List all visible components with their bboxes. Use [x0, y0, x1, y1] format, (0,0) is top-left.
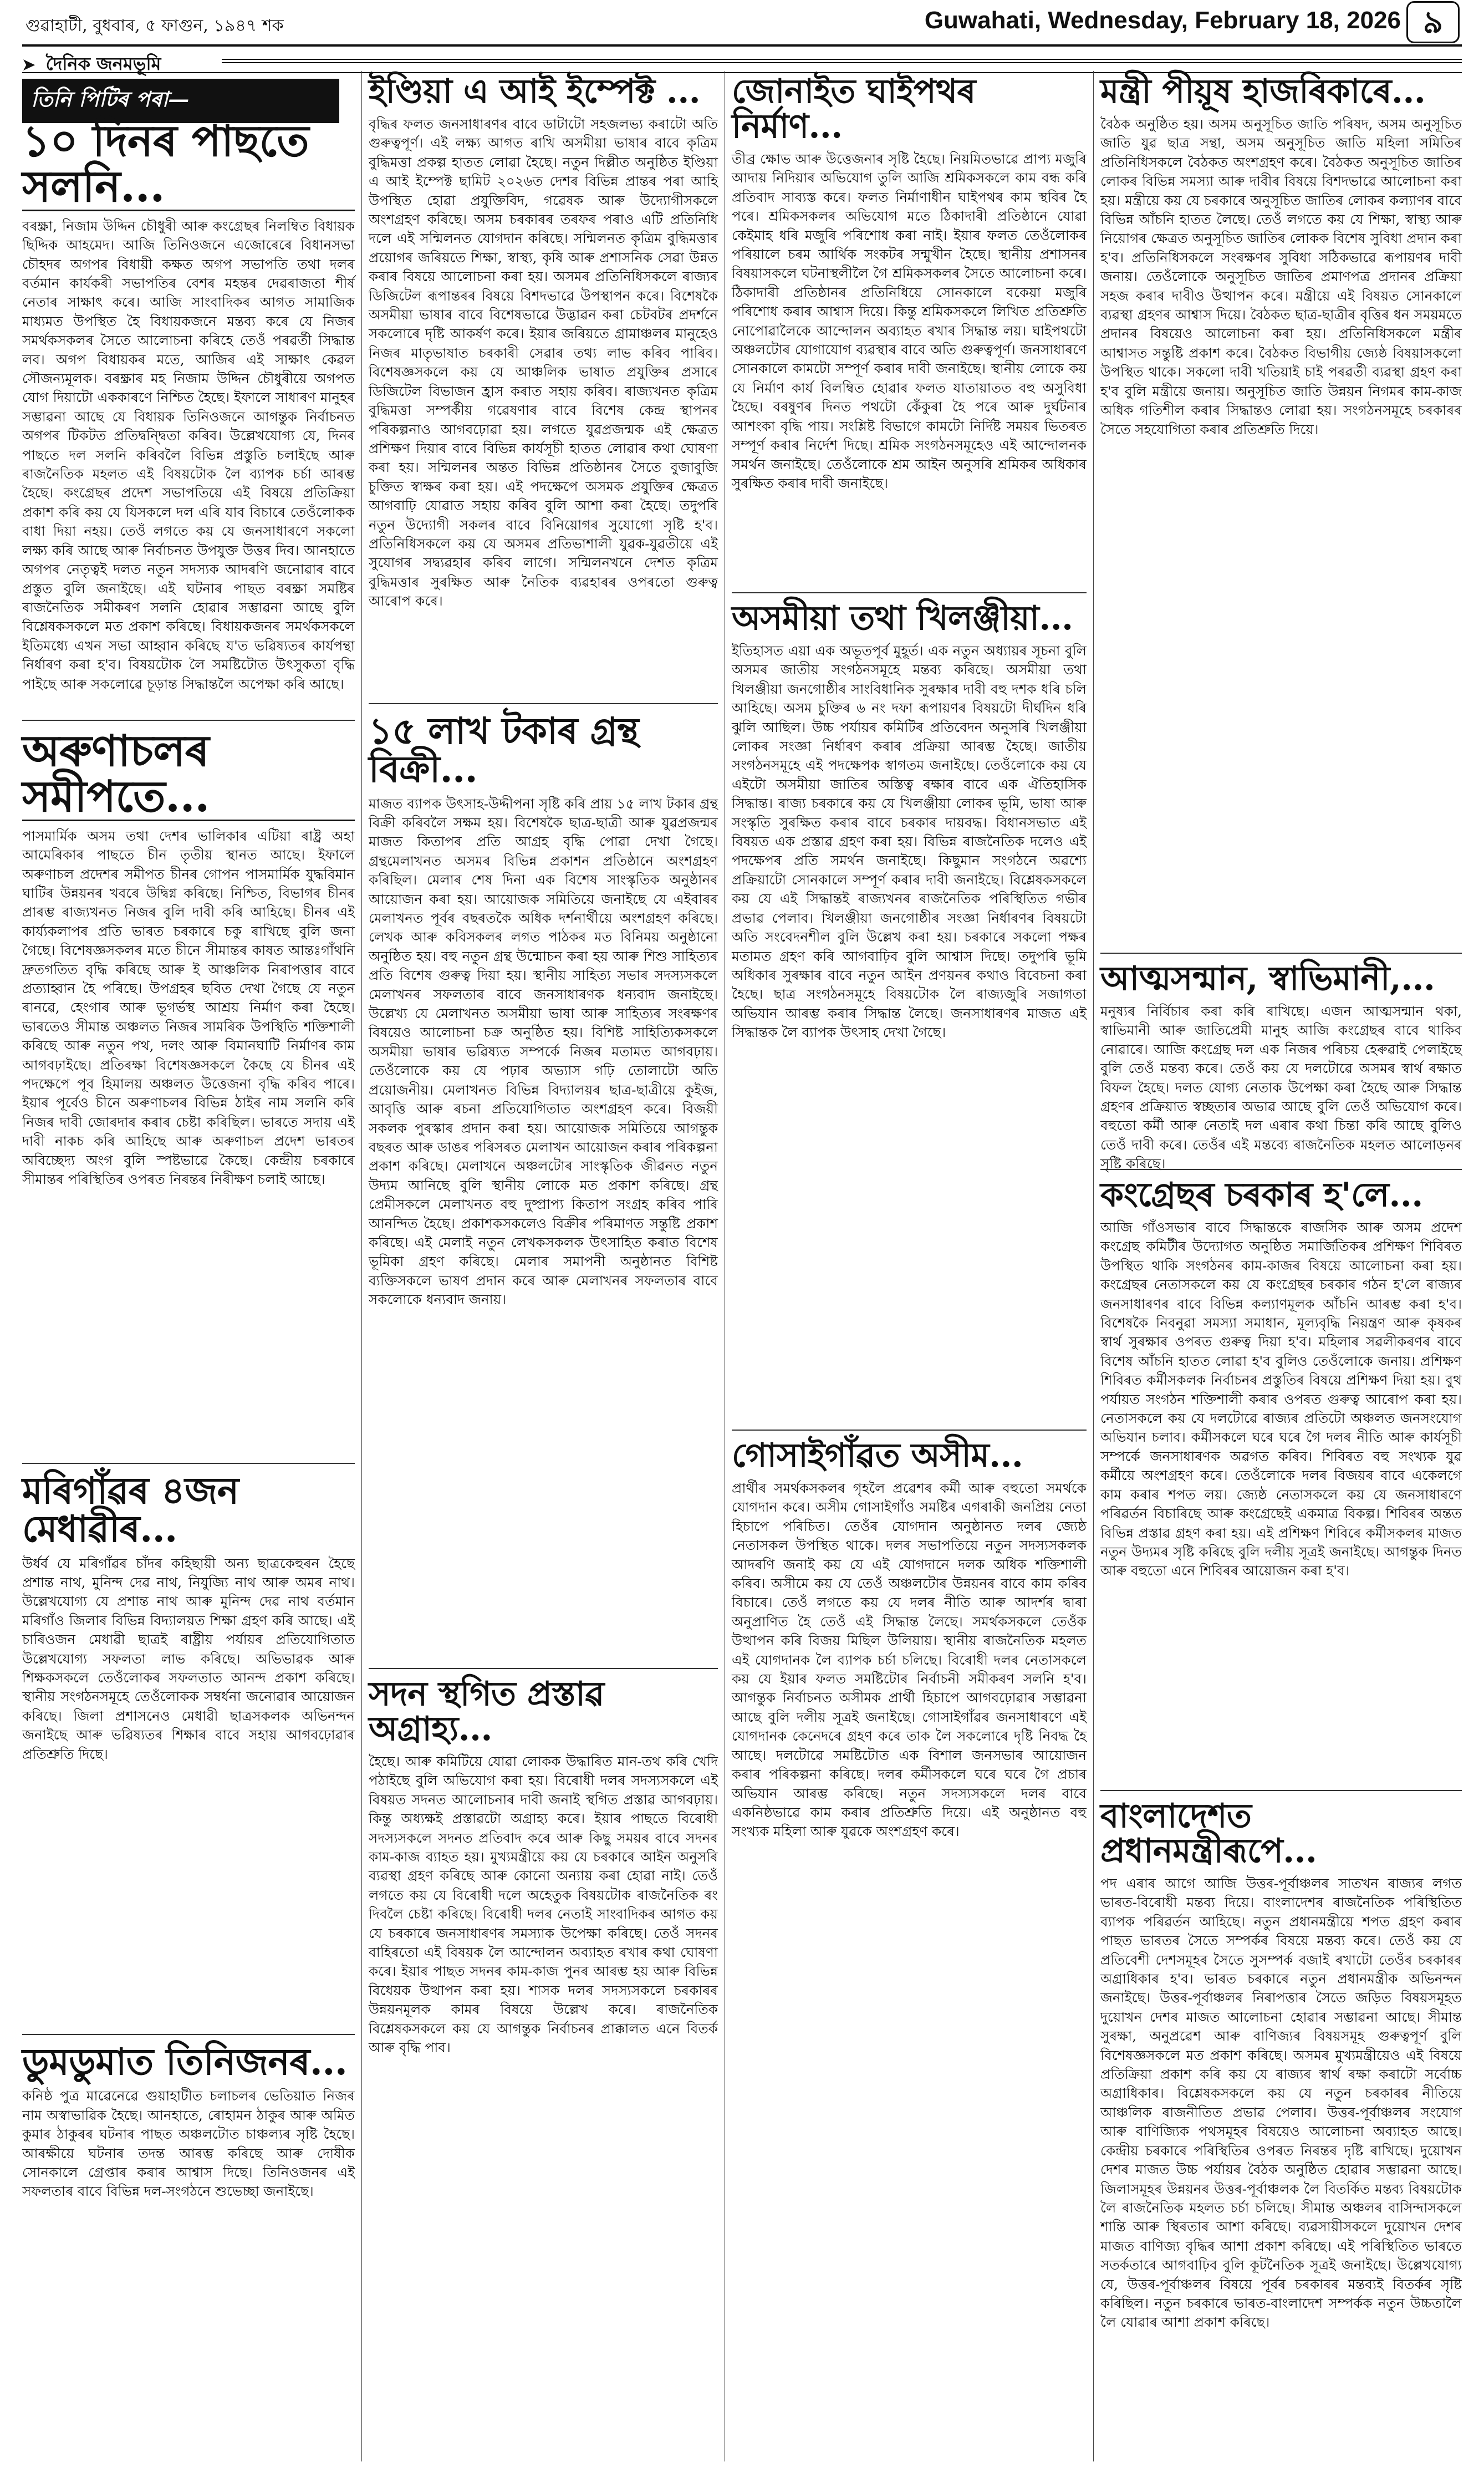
- page-number: ৯: [1406, 1, 1460, 43]
- headline: গোসাইগাঁৱত অসীম...: [732, 1436, 1023, 1475]
- story-body: ইতিহাসত এয়া এক অভূতপূৰ্ব মুহূৰ্ত। এক নতুন অধ্যায়ৰ সূচনা বুলি অসমৰ জাতীয় সংগঠনসমূহে মন্তব্য কৰিছে। অসমীয়া তথা খিলঞ্জীয়া জনগোষ্ঠীৰ সাংবিধানিক সুৰক্ষাৰ দাবী বহু দশক ধৰি চলি আহিছে। অসম চুক্তিৰ ৬ নং দফা ৰূপায়ণৰ বিষয়টো দীৰ্ঘদিন ধৰি ঝুলি আছিল। উচ্চ পৰ্যায়ৰ কমিটিৰ প্ৰতিবেদন অনুসৰি খিলঞ্জীয়া লোকৰ সংজ্ঞা নিৰ্ধাৰণ কৰাৰ প্ৰক্ৰিয়া আৰম্ভ হৈছে। জাতীয় সংগঠনসমূহে এই পদক্ষেপক স্বাগতম জনাইছে। তেওঁলোকে কয় যে এইটো অসমীয়া জাতিৰ অস্তিত্ব ৰক্ষাৰ বাবে এক ঐতিহাসিক সিদ্ধান্ত। ৰাজ্য চৰকাৰে কয় যে খিলঞ্জীয়া লোকৰ ভূমি, ভাষা আৰু সংস্কৃতি সুৰক্ষিত কৰাৰ বাবে চৰকাৰ দায়বদ্ধ। বিধানসভাত এই বিষয়ত এক প্ৰস্তাৱ গ্ৰহণ কৰা হয়। বিভিন্ন ৰাজনৈতিক দলেও এই পদক্ষেপৰ প্ৰতি সমৰ্থন জনাইছে। কিছুমান সংগঠনে অৱশ্যে প্ৰক্ৰিয়াটো সোনকালে সম্পূৰ্ণ কৰাৰ দাবী জনাইছে। বিশ্লেষকসকলে কয় যে এই সিদ্ধান্তই ৰাজ্যখনৰ ৰাজনৈতিক পৰিস্থিতিত গভীৰ প্ৰভাৱ পেলাব। খিলঞ্জীয়া জনগোষ্ঠীৰ সংজ্ঞা নিৰ্ধাৰণৰ বিষয়টো অতি সংবেদনশীল বুলি উল্লেখ কৰা হয়। চৰকাৰে সকলো পক্ষৰ মতামত গ্ৰহণ কৰি আগবাঢ়িব বুলি আশ্বাস দিছে। তদুপৰি ভূমি অধিকাৰ সুৰক্ষাৰ বাবে নতুন আইন প্ৰণয়নৰ কথাও বিবেচনা কৰা হৈছে। ছাত্ৰ সংগঠনসমূহে বিষয়টোক লৈ ৰাজ্যজুৰি সজাগতা অভিযান আৰম্ভ কৰাৰ সিদ্ধান্ত লৈছে। জনসাধাৰণৰ মাজত এই সিদ্ধান্তক লৈ ব্যাপক উৎসাহ দেখা গৈছে।: [732, 643, 1087, 1041]
- story-divider: [22, 2034, 355, 2035]
- columns: [22, 71, 1462, 2461]
- story-body: মনুষ্যৰ নিৰ্বিচাৰ কৰা কৰি ৰাখিছে। এজন আত্মসন্মান থকা, স্বাভিমানী আৰু জাতিপ্ৰেমী মানুহ আজি কংগ্ৰেছৰ বাবে থাকিব নোৱাৰে। আজি কংগ্ৰেছ দল এক নিজৰ পৰিচয় হেৰুৱাই পেলাইছে বুলি তেওঁ মন্তব্য কৰে। তেওঁ কয় যে দলটোৱে অসমৰ স্বাৰ্থ ৰক্ষাত বিফল হৈছে। দলত যোগ্য নেতাক উপেক্ষা কৰা হৈছে আৰু সিদ্ধান্ত গ্ৰহণৰ প্ৰক্ৰিয়াত স্বচ্ছতাৰ অভাৱ আছে বুলি তেওঁ অভিযোগ কৰে। বহুতো কৰ্মী আৰু নেতাই দল এৰাৰ কথা চিন্তা কৰি আছে বুলিও তেওঁ দাবী কৰে। তেওঁৰ এই মন্তব্যে ৰাজনৈতিক মহলত আলোড়নৰ সৃষ্টি কৰিছে।: [1100, 1003, 1462, 1172]
- story-body: বৰক্ষ্ৰা, নিজাম উদ্দিন চৌধুৰী আৰু কংগ্ৰেছৰ নিলম্বিত বিধায়ক ছিদ্দিক আহমেদ। আজি তিনিওজনে এজোৰেৰে বিধানসভা চৌহদৰ অগপৰ বিধায়ী কক্ষত অগপ সভাপতি তথা দলৰ বৰ্তমান কাৰ্যকৰী সভাপতিৰ বেশৰ মহন্তৰ দেৱৰাজতা শীৰ্ষ নেতাৰ সাক্ষাৎ কৰে। আজি সাংবাদিকৰ আগত সামাজিক মাধ্যমত উপস্থিত হৈ বিধায়কজনে মন্তব্য কৰে যে নিজৰ সমৰ্থকসকলৰ সৈতে আলোচনা কৰিহে তেওঁ পৰৱৰ্তী সিদ্ধান্ত লব। অগপ বিধায়কৰ মতে, আজিৰ এই সাক্ষাৎ কেৱল সৌজন্যমূলক। বৰক্ষ্ৰাৰ মহ নিজাম উদ্দিন চৌধুৰীয়ে অগপত যোগ দিয়াটো এককাৰণে নিশ্চিত হৈছে। ইফালে সাধাৰণ মানুহৰ সম্ভাৱনা আছে যে বিধায়ক তিনিওজনে আগন্তুক নিৰ্বাচনত অগপৰ টিকটত প্ৰতিদ্বন্দ্বিতা কৰিব। উল্লেখযোগ্য যে, দিনৰ পাছতে দল সলনি কৰিবলৈ বিভিন্ন প্ৰস্তুতি চলাইছে আৰু ৰাজনৈতিক মহলত এই বিষয়টোক লৈ ব্যাপক চৰ্চা আৰম্ভ হৈছে। কংগ্ৰেছৰ প্ৰদেশ সভাপতিয়ে এই বিষয়ে প্ৰতিক্ৰিয়া প্ৰকাশ কৰি কয় যে যিসকলে দল এৰি যাব বিচাৰে তেওঁলোকক বাধা দিয়া নহয়। তেওঁ লগতে কয় যে জনসাধাৰণে সকলো লক্ষ্য কৰি আছে আৰু নিৰ্বাচনত উপযুক্ত উত্তৰ দিব। আনহাতে অগপৰ নেতৃত্বই দলত নতুন সদস্যক আদৰণি জনোৱাৰ বাবে প্ৰস্তুত বুলি জনাইছে। এই ঘটনাৰ পাছত বৰক্ষ্ৰা সমষ্টিৰ ৰাজনৈতিক সমীকৰণ সলনি হোৱাৰ সম্ভাৱনা আছে বুলি বিশ্লেষকসকলে মত প্ৰকাশ কৰিছে। বিধায়কজনৰ সমৰ্থকসকলে ইতিমধ্যে এখন সভা আহ্বান কৰিছে য'ত ভৱিষ্যতৰ কাৰ্যপন্থা নিৰ্ধাৰণ কৰা হ'ব। বিষয়টোক লৈ সমষ্টিটোত উৎসুকতা বৃদ্ধি পাইছে আৰু সকলোৱে চূড়ান্ত সিদ্ধান্তলৈ অপেক্ষা কৰি আছে।: [22, 217, 355, 692]
- headline: জোনাইত ঘাইপথৰ নিৰ্মাণ...: [732, 72, 976, 146]
- story-body: উৰ্ধৰ্ব যে মৰিগাঁৱৰ চাঁদৰ কহিছায়ী অন্য ছাত্ৰকেহুৰন হৈছে প্ৰশান্ত নাথ, মুনিন্দ দেৱ নাথ, নিযুজ্যি নাথ আৰু অমৰ নাথ। উল্লেখযোগ্য যে প্ৰশান্ত নাথ আৰু মুনিন্দ দেৱ নাথ বৰ্তমান মৰিগাঁও জিলাৰ বিভিন্ন বিদ্যালয়ত শিক্ষা গ্ৰহণ কৰি আছে। এই চাৰিওজন মেধাৱী ছাত্ৰই ৰাষ্ট্ৰীয় পৰ্যায়ৰ প্ৰতিযোগিতাত উল্লেখযোগ্য সফলতা লাভ কৰিছে। অভিভাৱক আৰু শিক্ষকসকলে তেওঁলোকৰ সফলতাত আনন্দ প্ৰকাশ কৰিছে। স্থানীয় সংগঠনসমূহে তেওঁলোকক সম্বৰ্ধনা জনোৱাৰ আয়োজন কৰিছে। জিলা প্ৰশাসনেও মেধাৱী ছাত্ৰসকলক অভিনন্দন জনাইছে আৰু ভৱিষ্যতৰ শিক্ষাৰ বাবে সহায় আগবঢ়োৱাৰ প্ৰতিশ্ৰুতি দিছে।: [22, 1555, 355, 1762]
- story: [732, 1435, 1087, 2461]
- column-3: [732, 71, 1087, 2461]
- story: [22, 1468, 355, 2028]
- headline: ১০ দিনৰ পাছতে সলনি...: [22, 119, 355, 211]
- story: [1100, 1174, 1462, 1784]
- story-divider: [1100, 1790, 1462, 1791]
- headline: মৰিগাঁৱৰ ৪জন মেধাৱীৰ...: [22, 1469, 239, 1551]
- story: [22, 2039, 355, 2461]
- story: [369, 71, 718, 698]
- headline: আত্মসন্মান, স্বাভিমানী,...: [1100, 959, 1435, 998]
- headline: অসমীয়া তথা খিলঞ্জীয়া...: [732, 599, 1073, 638]
- story-body: কনিষ্ঠ পুত্ৰ মাৱেনেৱে গুয়াহাটীত চলাচলৰ ভেতিয়াত নিজৰ নাম অস্বাভাৱিক হৈছে। আনহাতে, ৰোহামন ঠাকুৰ আৰু অমিত কুমাৰ ঠাকুৰৰ ঘটনাৰ পাছত অঞ্চলটোত চাঞ্চল্যৰ সৃষ্টি হৈছে। আৰক্ষীয়ে ঘটনাৰ তদন্ত আৰম্ভ কৰিছে আৰু দোষীক সোনকালে গ্ৰেপ্তাৰ কৰাৰ আশ্বাস দিছে। তিনিওজনৰ এই সফলতাৰ বাবে বিভিন্ন দল-সংগঠনে শুভেচ্ছা জনাইছে।: [22, 2088, 355, 2200]
- story-body: বৈঠক অনুষ্ঠিত হয়। অসম অনুসূচিত জাতি পৰিষদ, অসম অনুসূচিত জাতি যুৱ ছাত্ৰ সন্থা, অসম অনুসূচিত জাতি মহিলা সমিতিৰ প্ৰতিনিধিসকলে বৈঠকত অংশগ্ৰহণ কৰে। বৈঠকত অনুসূচিত জাতিৰ লোকৰ বিভিন্ন সমস্যা আৰু দাবীৰ বিষয়ে বিশদভাৱে আলোচনা কৰা হয়। মন্ত্ৰীয়ে কয় যে চৰকাৰে অনুসূচিত জাতিৰ লোকৰ কল্যাণৰ বাবে বিভিন্ন আঁচনি হাতত লৈছে। তেওঁ লগতে কয় যে শিক্ষা, স্বাস্থ্য আৰু নিয়োগৰ ক্ষেত্ৰত অনুসূচিত জাতিৰ লোকক বিশেষ সুবিধা প্ৰদান কৰা হ'ব। প্ৰতিনিধিসকলে সংৰক্ষণৰ সুবিধা সঠিকভাৱে ৰূপায়ণৰ দাবী জনায়। তেওঁলোকে অনুসূচিত জাতিৰ প্ৰমাণপত্ৰ প্ৰদানৰ প্ৰক্ৰিয়া সহজ কৰাৰ দাবীও উত্থাপন কৰে। মন্ত্ৰীয়ে এই বিষয়ত সোনকালে ব্যৱস্থা গ্ৰহণৰ আশ্বাস দিয়ে। বৈঠকত ছাত্ৰ-ছাত্ৰীৰ বৃত্তিৰ ধন সময়মতে প্ৰদানৰ বিষয়েও আলোচনা কৰা হয়। প্ৰতিনিধিসকলে মন্ত্ৰীৰ আশ্বাসত সন্তুষ্টি প্ৰকাশ কৰে। বৈঠকত বিভাগীয় জ্যেষ্ঠ বিষয়াসকলো উপস্থিত থাকে। সকলো দাবী খতিয়াই চাই পৰৱৰ্তী ব্যৱস্থা গ্ৰহণ কৰা হ'ব বুলি মন্ত্ৰীয়ে জনায়। অনুসূচিত জাতি উন্নয়ন নিগমৰ কাম-কাজ অধিক গতিশীল কৰাৰ সিদ্ধান্তও লোৱা হয়। সংগঠনসমূহে চৰকাৰৰ সৈতে সহযোগিতা কৰাৰ প্ৰতিশ্ৰুতি দিয়ে।: [1100, 116, 1462, 438]
- story: [1100, 71, 1462, 947]
- story: [1100, 1795, 1462, 2461]
- story-divider: [369, 1668, 718, 1669]
- story-body: বৃদ্ধিৰ ফলত জনসাধাৰণৰ বাবে ডাটাটো সহজলভ্য কৰাটো অতি গুৰুত্বপূৰ্ণ। এই লক্ষ্য আগত ৰাখি অসমীয়া ভাষাৰ বাবে কৃত্ৰিম বুদ্ধিমত্তা প্ৰকল্প হাতত লোৱা হৈছে। নতুন দিল্লীত অনুষ্ঠিত ইণ্ডিয়া এ আই ইম্পেক্ট ছামিট ২০২৬ত দেশৰ বিভিন্ন প্ৰান্তৰ পৰা আহি উপস্থিত হোৱা প্ৰযুক্তিবিদ, গৱেষক আৰু উদ্যোগীসকলে অংশগ্ৰহণ কৰিছে। অসম চৰকাৰৰ তৰফৰ পৰাও এটি প্ৰতিনিধি দলে এই সন্মিলনত যোগদান কৰিছে। সন্মিলনত কৃত্ৰিম বুদ্ধিমত্তাৰ প্ৰয়োগৰ জৰিয়তে শিক্ষা, স্বাস্থ্য, কৃষি আৰু প্ৰশাসনিক সেৱা উন্নত কৰাৰ বিষয়ে আলোচনা কৰা হয়। অসমৰ প্ৰতিনিধিসকলে ৰাজ্যৰ ডিজিটেল ৰূপান্তৰৰ বিষয়ে বিশদভাৱে উপস্থাপন কৰে। বিশেষকৈ অসমীয়া ভাষাৰ বাবে বিশেষভাৱে উদ্ভাৱন কৰা চেটবটৰ প্ৰদৰ্শনে সকলোৰে দৃষ্টি আকৰ্ষণ কৰে। ইয়াৰ জৰিয়তে গ্ৰামাঞ্চলৰ মানুহেও নিজৰ মাতৃভাষাত চৰকাৰী সেৱাৰ তথ্য লাভ কৰিব পাৰিব। বিশেষজ্ঞসকলে কয় যে আঞ্চলিক ভাষাত প্ৰযুক্তিৰ প্ৰসাৰে ডিজিটেল বিভাজন হ্ৰাস কৰাত সহায় কৰিব। ৰাজ্যখনত কৃত্ৰিম বুদ্ধিমত্তা সম্পৰ্কীয় গৱেষণাৰ বাবে বিশেষ কেন্দ্ৰ স্থাপনৰ পৰিকল্পনাও আগবঢ়োৱা হয়। লগতে যুৱপ্ৰজন্মক এই ক্ষেত্ৰত প্ৰশিক্ষণ দিয়াৰ বাবে বিভিন্ন কাৰ্যসূচী হাতত লোৱাৰ কথা ঘোষণা কৰা হয়। সন্মিলনৰ অন্তত বিভিন্ন প্ৰতিষ্ঠানৰ সৈতে বুজাবুজি চুক্তিত স্বাক্ষৰ কৰা হয়। এই পদক্ষেপে অসমক প্ৰযুক্তিৰ ক্ষেত্ৰত আগবাঢ়ি যোৱাত সহায় কৰিব বুলি আশা কৰা হৈছে। তদুপৰি নতুন উদ্যোগী সকলৰ বাবে বিনিয়োগৰ সুযোগো সৃষ্টি হ'ব। প্ৰতিনিধিসকলে কয় যে অসমৰ প্ৰতিভাশালী যুৱক-যুৱতীয়ে এই সুযোগৰ সদ্ব্যৱহাৰ কৰিব লাগে। সন্মিলনখনে দেশত কৃত্ৰিম বুদ্ধিমত্তাৰ সুৰক্ষিত আৰু নৈতিক ব্যৱহাৰৰ ওপৰতো গুৰুত্ব আৰোপ কৰে।: [369, 116, 718, 609]
- arrow-icon: ➤: [22, 55, 35, 74]
- column-2: [369, 71, 718, 2461]
- headline: বাংলাদেশত প্ৰধানমন্ত্ৰীৰূপে...: [1100, 1797, 1317, 1870]
- story-body: প্ৰাৰ্থীৰ সমৰ্থকসকলৰ গৃহলৈ প্ৰৱেশৰ কৰ্মী আৰু বহুতো সমৰ্থকে যোগদান কৰে। অসীম গোসাইগাঁও সমষ্টিৰ এগৰাকী জনপ্ৰিয় নেতা হিচাপে পৰিচিত। তেওঁৰ যোগদান অনুষ্ঠানত দলৰ জ্যেষ্ঠ নেতাসকল উপস্থিত থাকে। দলৰ সভাপতিয়ে নতুন সদস্যসকলক আদৰণি জনাই কয় যে এই যোগদানে দলক অধিক শক্তিশালী কৰিব। অসীমে কয় যে তেওঁ অঞ্চলটোৰ উন্নয়নৰ বাবে কাম কৰিব বিচাৰে। তেওঁ লগতে কয় যে দলৰ নীতি আৰু আদৰ্শৰ দ্বাৰা অনুপ্ৰাণিত হৈ তেওঁ এই সিদ্ধান্ত লৈছে। সমৰ্থকসকলে তেওঁক উত্থাপন কৰি বিজয় মিছিল উলিয়ায়। স্থানীয় ৰাজনৈতিক মহলত এই যোগদানক লৈ ব্যাপক চৰ্চা চলিছে। বিৰোধী দলৰ নেতাসকলে কয় যে ইয়াৰ ফলত সমষ্টিটোৰ নিৰ্বাচনী সমীকৰণ সলনি হ'ব। আগন্তুক নিৰ্বাচনত অসীমক প্ৰাৰ্থী হিচাপে আগবঢ়োৱাৰ সম্ভাৱনা আছে বুলি দলীয় সূত্ৰই জনাইছে। গোসাইগাঁৱৰ জনসাধাৰণে এই যোগদানক কেনেদৰে গ্ৰহণ কৰে তাক লৈ সকলোৰে দৃষ্টি নিবদ্ধ হৈ আছে। দলটোৱে সমষ্টিটোত এক বিশাল জনসভাৰ আয়োজন কৰাৰ পৰিকল্পনা কৰিছে। দলৰ কৰ্মীসকলে ঘৰে ঘৰে গৈ প্ৰচাৰ অভিযান আৰম্ভ কৰিছে। নতুন সদস্যসকলে দলৰ বাবে একনিষ্ঠভাৱে কাম কৰাৰ প্ৰতিশ্ৰুতি দিয়ে। এই অনুষ্ঠানত বহু সংখ্যক মহিলা আৰু যুৱকে অংশগ্ৰহণ কৰে।: [732, 1480, 1087, 1840]
- headline: অৰুণাচলৰ সমীপতে...: [22, 729, 355, 821]
- headline: মন্ত্ৰী পীয়ূষ হাজৰিকাৰে...: [1100, 72, 1426, 111]
- series-label: তিনি পিটিৰ পৰা—: [22, 79, 339, 123]
- column-divider: [361, 71, 362, 2461]
- story-body: আজি গাঁওসভাৰ বাবে সিদ্ধান্তকে ৰাজসিক আৰু অসম প্ৰদেশ কংগ্ৰেছ কমিটীৰ উদ্যোগত অনুষ্ঠিত সমাৰ্জিতিকৰ প্ৰশিক্ষণ শিবিৰত উপস্থিত থাকি সংগঠনৰ কাম-কাজৰ বিষয়ে আলোচনা কৰা হয়। কংগ্ৰেছৰ নেতাসকলে কয় যে কংগ্ৰেছৰ চৰকাৰ গঠন হ'লে ৰাজ্যৰ জনসাধাৰণৰ বাবে বিভিন্ন কল্যাণমূলক আঁচনি আৰম্ভ কৰা হ'ব। বিশেষকৈ নিবনুৱা সমস্যা সমাধান, মূল্যবৃদ্ধি নিয়ন্ত্ৰণ আৰু কৃষকৰ স্বাৰ্থ সুৰক্ষাৰ ওপৰত গুৰুত্ব দিয়া হ'ব। মহিলাৰ সৱলীকৰণৰ বাবে বিশেষ আঁচনি হাতত লোৱা হ'ব বুলিও তেওঁলোকে জনায়। প্ৰশিক্ষণ শিবিৰত কৰ্মীসকলক নিৰ্বাচনৰ প্ৰস্তুতিৰ বিষয়ে প্ৰশিক্ষণ দিয়া হয়। বুথ পৰ্যায়ত সংগঠন শক্তিশালী কৰাৰ ওপৰত গুৰুত্ব আৰোপ কৰা হয়। নেতাসকলে কয় যে দলটোৱে ৰাজ্যৰ প্ৰতিটো অঞ্চলত জনসংযোগ অভিযান চলাব। কৰ্মীসকলে ঘৰে ঘৰে গৈ দলৰ নীতি আৰু কাৰ্যসূচী সম্পৰ্কে জনসাধাৰণক অৱগত কৰিব। শিবিৰত বহু সংখ্যক যুৱ কৰ্মীয়ে অংশগ্ৰহণ কৰে। তেওঁলোকে দলৰ বিজয়ৰ বাবে একেলগে কাম কৰাৰ শপত লয়। জ্যেষ্ঠ নেতাসকলে কয় যে জনসাধাৰণে পৰিৱৰ্তন বিচাৰিছে আৰু কংগ্ৰেছেই একমাত্ৰ বিকল্প। শিবিৰৰ অন্তত বিভিন্ন প্ৰস্তাৱ গ্ৰহণ কৰা হয়। এই প্ৰশিক্ষণ শিবিৰে কৰ্মীসকলৰ মাজত নতুন উদ্যমৰ সৃষ্টি কৰিছে বুলি দলীয় সূত্ৰই জনাইছে। আগন্তুক দিনত আৰু বহুতো এনে শিবিৰৰ আয়োজন কৰা হ'ব।: [1100, 1219, 1462, 1579]
- headline: কংগ্ৰেছৰ চৰকাৰ হ'লে...: [1100, 1176, 1423, 1214]
- brand-strip: [22, 47, 1462, 73]
- story: [732, 598, 1087, 1424]
- story-body: পদ এৰাৰ আগে আজি উত্তৰ-পূৰ্বাঞ্চলৰ সাতখন ৰাজ্যৰ লগত ভাৰত-বিৰোধী মন্তব্য দিয়ে। বাংলাদেশৰ ৰাজনৈতিক পৰিস্থিতিত ব্যাপক পৰিৱৰ্তন আহিছে। নতুন প্ৰধানমন্ত্ৰীয়ে শপত গ্ৰহণ কৰাৰ পাছত ভাৰতৰ সৈতে সম্পৰ্কৰ বিষয়ে মন্তব্য কৰে। তেওঁ কয় যে প্ৰতিবেশী দেশসমূহৰ সৈতে সুসম্পৰ্ক বজাই ৰখাটো তেওঁৰ চৰকাৰৰ অগ্ৰাধিকাৰ হ'ব। ভাৰত চৰকাৰে নতুন প্ৰধানমন্ত্ৰীক অভিনন্দন জনাইছে। উত্তৰ-পূৰ্বাঞ্চলৰ নিৰাপত্তাৰ সৈতে জড়িত বিষয়সমূহত দুয়োখন দেশৰ মাজত আলোচনা হোৱাৰ সম্ভাৱনা আছে। সীমান্ত সুৰক্ষা, অনুপ্ৰৱেশ আৰু বাণিজ্যৰ বিষয়সমূহ গুৰুত্বপূৰ্ণ বুলি বিশেষজ্ঞসকলে মত প্ৰকাশ কৰিছে। অসমৰ মুখ্যমন্ত্ৰীয়েও এই বিষয়ে প্ৰতিক্ৰিয়া প্ৰকাশ কৰি কয় যে ৰাজ্যৰ স্বাৰ্থ ৰক্ষা কৰাটো সৰ্বোচ্চ অগ্ৰাধিকাৰ। বিশ্লেষকসকলে কয় যে নতুন চৰকাৰৰ নীতিয়ে আঞ্চলিক ৰাজনীতিত প্ৰভাৱ পেলাব। উত্তৰ-পূৰ্বাঞ্চলৰ সংযোগ আৰু বাণিজ্যিক পথসমূহৰ বিষয়েও আলোচনা অব্যাহত আছে। কেন্দ্ৰীয় চৰকাৰে পৰিস্থিতিৰ ওপৰত নিৰন্তৰ দৃষ্টি ৰাখিছে। দুয়োখন দেশৰ মাজত উচ্চ পৰ্যায়ৰ বৈঠক অনুষ্ঠিত হোৱাৰ সম্ভাৱনা আছে। জিলাসমূহৰ উন্নয়নৰ উত্তৰ-পূৰ্বাঞ্চলক লৈ বিতৰ্কিত মন্তব্য বিষয়টোক লৈ ৰাজনৈতিক মহলত চৰ্চা চলিছে। সীমান্ত অঞ্চলৰ বাসিন্দাসকলে শান্তি আৰু স্থিৰতাৰ আশা কৰিছে। ব্যৱসায়ীসকলে দুয়োখন দেশৰ মাজত বাণিজ্য বৃদ্ধিৰ আশা প্ৰকাশ কৰিছে। এই পৰিস্থিতিত ভাৰতে সতৰ্কতাৰে আগবাঢ়িব বুলি কূটনৈতিক সূত্ৰই জনাইছে। উল্লেখযোগ্য যে, উত্তৰ-পূৰ্বাঞ্চলৰ বিষয়ে পূৰ্বৰ চৰকাৰৰ মন্তব্যই বিতৰ্কৰ সৃষ্টি কৰিছিল। নতুন চৰকাৰে ভাৰত-বাংলাদেশ সম্পৰ্কক নতুন উচ্চতালৈ লৈ যোৱাৰ আশা প্ৰকাশ কৰিছে।: [1100, 1875, 1462, 2331]
- column-divider: [1093, 71, 1094, 2461]
- story: [22, 725, 355, 1457]
- story-divider: [732, 592, 1087, 593]
- story-body: হৈছে। আৰু কমিটিয়ে যোৱা লোকক উদ্ধাৰিত মান-তথ কৰি খেদি পঠাইছে বুলি অভিযোগ কৰা হয়। বিৰোধী দলৰ সদস্যসকলে এই বিষয়ত সদনত আলোচনাৰ দাবী জনাই স্থগিত প্ৰস্তাৱ আগবঢ়ায়। কিন্তু অধ্যক্ষই প্ৰস্তাৱটো অগ্ৰাহ্য কৰে। ইয়াৰ পাছতে বিৰোধী সদস্যসকলে সদনত প্ৰতিবাদ কৰে আৰু কিছু সময়ৰ বাবে সদনৰ কাম-কাজ ব্যাহত হয়। মুখ্যমন্ত্ৰীয়ে কয় যে চৰকাৰে আইন অনুসৰি ব্যৱস্থা গ্ৰহণ কৰিছে আৰু কোনো অন্যায় কৰা হোৱা নাই। তেওঁ লগতে কয় যে বিৰোধী দলে অহেতুক বিষয়টোক ৰাজনৈতিক ৰং দিবলৈ চেষ্টা কৰিছে। বিৰোধী দলৰ নেতাই সাংবাদিকৰ আগত কয় যে চৰকাৰে জনসাধাৰণৰ সমস্যাক উপেক্ষা কৰিছে। তেওঁ সদনৰ বাহিৰতো এই বিষয়ক লৈ আন্দোলন অব্যাহত ৰখাৰ কথা ঘোষণা কৰে। ইয়াৰ পাছত সদনৰ কাম-কাজ পুনৰ আৰম্ভ হয় আৰু বিভিন্ন বিধেয়ক উত্থাপন কৰা হয়। শাসক দলৰ সদস্যসকলে চৰকাৰৰ উন্নয়নমূলক কামৰ বিষয়ে উল্লেখ কৰে। ৰাজনৈতিক বিশ্লেষকসকলে কয় যে আগন্তুক নিৰ্বাচনৰ প্ৰাক্কালত এনে বিতৰ্ক আৰু বৃদ্ধি পাব।: [369, 1753, 718, 2056]
- story-divider: [1100, 1169, 1462, 1170]
- column-4: [1100, 71, 1462, 2461]
- story-body: তীব্ৰ ক্ষোভ আৰু উত্তেজনাৰ সৃষ্টি হৈছে। নিয়মিতভাৱে প্ৰাপ্য মজুৰি আদায় নিদিয়াৰ অভিযোগ তুলি আজি শ্ৰমিকসকলে কাম বন্ধ কৰি প্ৰতিবাদ সাব্যস্ত কৰে। ফলত নিৰ্মাণাধীন ঘাইপথৰ কাম স্থবিৰ হৈ পৰে। শ্ৰমিকসকলৰ অভিযোগ মতে ঠিকাদাৰী প্ৰতিষ্ঠানে যোৱা কেইমাহ ধৰি মজুৰি পৰিশোধ কৰা নাই। ইয়াৰ ফলত তেওঁলোকৰ পৰিয়ালে চৰম আৰ্থিক সংকটৰ সন্মুখীন হৈছে। স্থানীয় প্ৰশাসনৰ বিষয়াসকলে ঘটনাস্থলীলৈ গৈ শ্ৰমিকসকলৰ সৈতে আলোচনা কৰে। ঠিকাদাৰী প্ৰতিষ্ঠানৰ প্ৰতিনিধিয়ে সোনকালে বকেয়া মজুৰি পৰিশোধ কৰাৰ আশ্বাস দিয়ে। কিন্তু শ্ৰমিকসকলে লিখিত প্ৰতিশ্ৰুতি নোপোৱালৈকে আন্দোলন অব্যাহত ৰখাৰ সিদ্ধান্ত লয়। ঘাইপথটো অঞ্চলটোৰ যোগাযোগ ব্যৱস্থাৰ বাবে অতি গুৰুত্বপূৰ্ণ। জনসাধাৰণে সোনকালে কামটো সম্পূৰ্ণ কৰাৰ দাবী জনাইছে। স্থানীয় লোকে কয় যে নিৰ্মাণ কাৰ্য বিলম্বিত হোৱাৰ ফলত যাতায়াতত বহু অসুবিধা হৈছে। বৰষুণৰ দিনত পথটো কেঁকুৰা হৈ পৰে আৰু দুৰ্ঘটনাৰ আশংকা বৃদ্ধি পায়। সংশ্লিষ্ট বিভাগে কামটো নিৰ্দিষ্ট সময়ৰ ভিতৰত সম্পূৰ্ণ কৰাৰ নিৰ্দেশ দিছে। শ্ৰমিক সংগঠনসমূহেও এই আন্দোলনক সমৰ্থন জনাইছে। তেওঁলোকে শ্ৰম আইন অনুসৰি শ্ৰমিকৰ অধিকাৰ সুৰক্ষিত কৰাৰ দাবী জনাইছে।: [732, 151, 1087, 491]
- story-divider: [22, 1463, 355, 1464]
- story-divider: [369, 703, 718, 704]
- story-divider: [732, 1430, 1087, 1431]
- story-body: মাজত ব্যাপক উৎসাহ-উদ্দীপনা সৃষ্টি কৰি প্ৰায় ১৫ লাখ টকাৰ গ্ৰন্থ বিক্ৰী কৰিবলৈ সক্ষম হয়। বিশেষকৈ ছাত্ৰ-ছাত্ৰী আৰু যুৱপ্ৰজন্মৰ মাজত কিতাপৰ প্ৰতি আগ্ৰহ বৃদ্ধি পোৱা দেখা গৈছে। গ্ৰন্থমেলাখনত অসমৰ বিভিন্ন প্ৰকাশন প্ৰতিষ্ঠানে অংশগ্ৰহণ কৰিছিল। মেলাৰ শেষ দিনা এক বিশেষ সাংস্কৃতিক অনুষ্ঠানৰ আয়োজন কৰা হয়। আয়োজক সমিতিয়ে জনাইছে যে এইবাৰৰ মেলাখনত পূৰ্বৰ বছৰতকৈ অধিক দৰ্শনাৰ্থীয়ে অংশগ্ৰহণ কৰিছে। লেখক আৰু কবিসকলৰ লগত পাঠকৰ মত বিনিময় অনুষ্ঠানো অনুষ্ঠিত হয়। বহু নতুন গ্ৰন্থ উন্মোচন কৰা হয় আৰু শিশু সাহিত্যৰ প্ৰতি বিশেষ গুৰুত্ব দিয়া হয়। স্থানীয় সাহিত্য সভাৰ সদস্যসকলে মেলাখনৰ সফলতাৰ বাবে জনসাধাৰণক ধন্যবাদ জনাইছে। উল্লেখ্য যে মেলাখনত অসমীয়া ভাষা আৰু সাহিত্যৰ সংৰক্ষণৰ বিষয়েও আলোচনা চক্ৰ অনুষ্ঠিত হয়। বিশিষ্ট সাহিত্যিকসকলে অসমীয়া ভাষাৰ ভৱিষ্যত সম্পৰ্কে নিজৰ মতামত আগবঢ়ায়। তেওঁলোকে কয় যে পঢ়াৰ অভ্যাস গঢ়ি তোলাটো অতি প্ৰয়োজনীয়। মেলাখনত বিভিন্ন বিদ্যালয়ৰ ছাত্ৰ-ছাত্ৰীয়ে কুইজ, আবৃত্তি আৰু ৰচনা প্ৰতিযোগিতাত অংশগ্ৰহণ কৰে। বিজয়ী সকলক পুৰস্কাৰ প্ৰদান কৰা হয়। আয়োজক সমিতিয়ে আগন্তুক বছৰত আৰু ডাঙৰ পৰিসৰত মেলাখন আয়োজন কৰাৰ পৰিকল্পনা প্ৰকাশ কৰিছে। মেলাখনে অঞ্চলটোৰ সাংস্কৃতিক জীৱনত নতুন উদ্যম আনিছে বুলি স্থানীয় লোকে মত প্ৰকাশ কৰিছে। গ্ৰন্থ প্ৰেমীসকলে মেলাখনত বহু দুষ্প্ৰাপ্য কিতাপ সংগ্ৰহ কৰিব পাৰি আনন্দিত হৈছে। প্ৰকাশকসকলেও বিক্ৰীৰ পৰিমাণত সন্তুষ্টি প্ৰকাশ কৰিছে। এই মেলাই নতুন লেখকসকলক উৎসাহিত কৰাত বিশেষ ভূমিকা গ্ৰহণ কৰিছে। মেলাৰ সমাপনী অনুষ্ঠানত বিশিষ্ট ব্যক্তিসকলে ভাষণ প্ৰদান কৰে আৰু মেলাখনৰ সফলতাৰ বাবে সকলোকে ধন্যবাদ জনায়।: [369, 795, 718, 1308]
- running-header: [22, 0, 1462, 47]
- brand-name: দৈনিক জনমভূমি: [45, 53, 161, 74]
- story-body: পাসমাৰ্মিক অসম তথা দেশৰ ভালিকাৰ এটিয়া ৰাষ্ট্ৰ অহা আমেৰিকাৰ পাছতে চীন তৃতীয় স্থানত আছে। ইফালে অৰুণাচল প্ৰদেশৰ সমীপত চীনৰ গোপন পাসমাৰ্মিক যুদ্ধবিমান ঘাটিৰ উন্নয়নৰ খবৰে উদ্বিগ্ন কৰিছে। নিশ্চিত, বিভাগৰ চীনৰ প্ৰাৰম্ভ ৰাজ্যখনত নিজৰ বুলি দাবী কৰি আহিছে। চীনৰ এই কাৰ্য্যকলাপৰ প্ৰতি ভাৰত চৰকাৰে চকু ৰাখিছে বুলি জনা গৈছে। বিশেষজ্ঞসকলৰ মতে চীনে সীমান্তৰ কাষত আন্তঃগাঁথনি দ্ৰুতগতিত বৃদ্ধি কৰিছে আৰু ই আঞ্চলিক নিৰাপত্তাৰ বাবে প্ৰত্যাহ্বান হৈ পৰিছে। উপগ্ৰহৰ ছবিত দেখা গৈছে যে নতুন ৰানৱে, হেংগাৰ আৰু ভূগৰ্ভস্থ আশ্ৰয় নিৰ্মাণ কৰা হৈছে। ভাৰতেও সীমান্ত অঞ্চলত নিজৰ সামৰিক উপস্থিতি শক্তিশালী কৰিছে আৰু নতুন পথ, দলং আৰু বিমানঘাটি নিৰ্মাণৰ কাম আগবঢ়াইছে। প্ৰতিৰক্ষা বিশেষজ্ঞসকলে কৈছে যে চীনৰ এই পদক্ষেপে পূব হিমালয় অঞ্চলত উত্তেজনা বৃদ্ধি কৰিব পাৰে। ইয়াৰ পূৰ্বেও চীনে অৰুণাচলৰ বিভিন্ন ঠাইৰ নাম সলনি কৰি নিজৰ দাবী জোৰদাৰ কৰাৰ চেষ্টা কৰিছিল। ভাৰতে সদায় এই দাবী নাকচ কৰি আহিছে আৰু অৰুণাচল প্ৰদেশ ভাৰতৰ অবিচ্ছেদ্য অংগ বুলি স্পষ্টভাৱে কৈছে। কেন্দ্ৰীয় চৰকাৰে সীমান্তৰ পৰিস্থিতিৰ ওপৰত নিৰন্তৰ নিৰীক্ষণ চলাই আছে।: [22, 827, 355, 1188]
- story: [732, 71, 1087, 587]
- date-local: গুৱাহাটী, বুধবাৰ, ৫ ফাগুন, ১৯৪৭ শক: [26, 16, 284, 35]
- story: [369, 1674, 718, 2461]
- headline: ডুমডুমাত তিনিজনৰ...: [22, 2040, 348, 2083]
- story-divider: [22, 720, 355, 721]
- headline: ইণ্ডিয়া এ আই ইম্পেক্ট ...: [369, 72, 701, 111]
- story: [369, 709, 718, 1662]
- story: [1100, 958, 1462, 1172]
- column-1: [22, 71, 355, 2461]
- story-divider: [1100, 953, 1462, 954]
- story: [22, 115, 355, 714]
- double-rule: [222, 59, 1462, 63]
- date-english: Guwahati, Wednesday, February 18, 2026: [924, 7, 1401, 34]
- headline: ১৫ লাখ টকাৰ গ্ৰন্থ বিক্ৰী...: [369, 709, 639, 791]
- headline: সদন স্থগিত প্ৰস্তাৱ অগ্ৰাহ্য...: [369, 1675, 604, 1748]
